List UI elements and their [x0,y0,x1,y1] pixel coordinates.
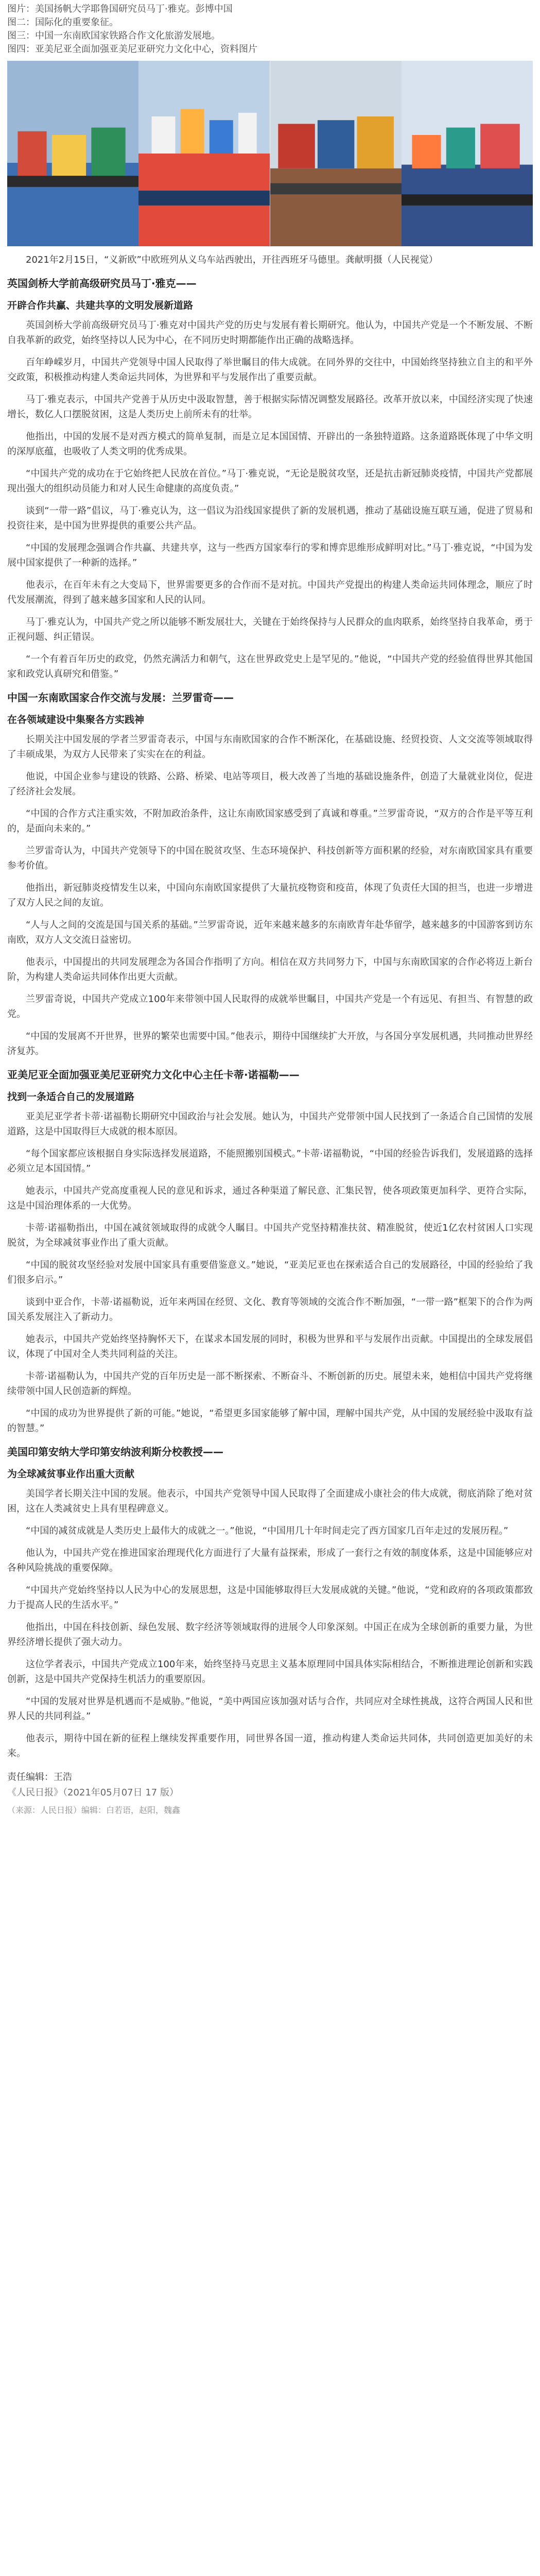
paragraph: 他指出，中国在科技创新、绿色发展、数字经济等领域取得的进展令人印象深刻。中国正在成为全球创新的重要力量，为世界经济增长提供了强大动力。 [7,1622,533,1648]
photo-4-image [402,61,533,246]
photo-1-image [7,61,138,246]
section-1-subtitle: 开辟合作共赢、共建共享的文明发展新道路 [7,300,194,311]
photo-2-image [138,61,270,246]
paragraph: “中国的发展离不开世界，世界的繁荣也需要中国。”他表示，期待中国继续扩大开放，与各国分享发展机遇，共同推动世界经济复苏。 [7,1031,533,1057]
section-2-title: 中国一东南欧国家合作交流与发展：兰罗雷奇—— [7,691,234,704]
paragraph: 美国学者长期关注中国的发展。他表示，中国共产党领导中国人民取得了全面建成小康社会的伟大成就，彻底消除了绝对贫困，这在人类减贫史上具有里程碑意义。 [7,1488,533,1514]
paragraph: 她表示，中国共产党高度重视人民的意见和诉求，通过各种渠道了解民意、汇集民智，使各项政策更加科学、更符合实际，这是中国治理体系的一大优势。 [7,1185,533,1211]
paragraph: “一个有着百年历史的政党，仍然充满活力和朝气，这在世界政党史上是罕见的。”他说，“中国共产党的经验值得世界其他国家和政党认真研究和借鉴。” [7,654,533,680]
paragraph: 他表示，在百年未有之大变局下，世界需要更多的合作而不是对抗。中国共产党提出的构建人类命运共同体理念，顺应了时代发展潮流，得到了越来越多国家和人民的认同。 [7,580,533,605]
paragraph: “人与人之间的交流是国与国关系的基础。”兰罗雷奇说，近年来越来越多的东南欧青年赴华留学，越来越多的中国游客到访东南欧，双方人文交流日益密切。 [7,920,533,945]
paragraph: 马丁·雅克表示，中国共产党善于从历史中汲取智慧，善于根据实际情况调整发展路径。改革开放以来，中国经济实现了快速增长，数亿人口摆脱贫困，这是人类历史上前所未有的壮举。 [7,394,533,420]
credits-line: （来源：人民日报）编辑：白若语，赵阳，魏鑫 [7,1805,181,1815]
editor-line: 责任编辑：王浩 [7,1772,72,1783]
photo-3-image [270,61,402,246]
paragraph: 这位学者表示，中国共产党成立100年来，始终坚持马克思主义基本原理同中国具体实际相结合，不断推进理论创新和实践创新，这是中国共产党保持生机活力的重要原因。 [7,1659,533,1685]
paragraph: “中国的脱贫攻坚经验对发展中国家具有重要借鉴意义。”她说，“亚美尼亚也在探索适合自己的发展路径，中国的经验给了我们很多启示。” [7,1260,533,1285]
photo-4 [402,61,533,246]
section-3-subtitle: 找到一条适合自己的发展道路 [7,1091,135,1103]
paragraph: “中国共产党始终坚持以人民为中心的发展思想，这是中国能够取得巨大发展成就的关键。”他说，“党和政府的各项政策都致力于提高人民的生活水平。” [7,1585,533,1611]
paragraph: 兰罗雷奇说，中国共产党成立100年来带领中国人民取得的成就举世瞩目，中国共产党是一个有远见、有担当、有智慧的政党。 [7,994,533,1020]
date-line: 2021年2月15日，“义新欧”中欧班列从义乌车站西驶出，开往西班牙马德里。龚献明摄（人民视觉） [26,255,438,265]
paragraph: 英国剑桥大学前高级研究员马丁·雅克对中国共产党的历史与发展有着长期研究。他认为，中国共产党是一个不断发展、不断自我革新的政党，始终坚持以人民为中心，在不同历史时期都能作出正确的战略选择。 [7,320,533,346]
paragraph: 他说，中国企业参与建设的铁路、公路、桥梁、电站等项目，极大改善了当地的基础设施条件，创造了大量就业岗位，促进了经济社会发展。 [7,771,533,797]
caption-4: 图四：亚美尼亚全面加强亚美尼亚研究力文化中心，资料图片 [7,44,257,55]
paragraph: 他表示，期待中国在新的征程上继续发挥重要作用，同世界各国一道，推动构建人类命运共同体，共同创造更加美好的未来。 [7,1733,533,1759]
paragraph: 她表示，中国共产党始终坚持胸怀天下，在谋求本国发展的同时，积极为世界和平与发展作出贡献。中国提出的全球发展倡议，体现了中国对全人类共同利益的关注。 [7,1334,533,1360]
caption-2: 图二：国际化的重要象征。 [7,17,118,28]
caption-3: 图三：中国一东南欧国家铁路合作文化旅游发展地。 [7,30,220,41]
section-1-title: 英国剑桥大学前高级研究员马丁·雅克—— [7,277,197,290]
paragraph: “中国的成功为世界提供了新的可能。”她说，“希望更多国家能够了解中国，理解中国共产党，从中国的发展经验中汲取有益的智慧。” [7,1408,533,1434]
section-3-title: 亚美尼亚全面加强亚美尼亚研究力文化中心主任卡蒂·诺福勒—— [7,1069,300,1081]
photo-3 [270,61,402,246]
paragraph: 百年峥嵘岁月，中国共产党领导中国人民取得了举世瞩目的伟大成就。在同外界的交往中，中国始终坚持独立自主的和平外交政策，积极推动构建人类命运共同体，为世界和平与发展作出了重要贡献。 [7,357,533,383]
section-2-subtitle: 在各领域建设中集聚各方实践神 [7,714,145,725]
paragraph: 卡蒂·诺福勒认为，中国共产党的百年历史是一部不断探索、不断奋斗、不断创新的历史。展望未来，她相信中国共产党将继续带领中国人民创造新的辉煌。 [7,1371,533,1397]
paragraph: 他指出，中国的发展不是对西方模式的简单复制，而是立足本国国情、开辟出的一条独特道路。这条道路既体现了中华文明的深厚底蕴，也吸收了人类文明的优秀成果。 [7,431,533,457]
paragraph: 卡蒂·诺福勒指出，中国在减贫领域取得的成就令人瞩目。中国共产党坚持精准扶贫、精准脱贫，使近1亿农村贫困人口实现脱贫，为全球减贫事业作出了重大贡献。 [7,1223,533,1248]
image-captions [7,3,533,56]
paragraph: 马丁·雅克认为，中国共产党之所以能够不断发展壮大，关键在于始终保持与人民群众的血肉联系，始终坚持自我革命，勇于正视问题、纠正错误。 [7,617,533,642]
paragraph: 谈到中亚合作，卡蒂·诺福勒说，近年来两国在经贸、文化、教育等领域的交流合作不断加强，“一带一路”框架下的合作为两国关系发展注入了新动力。 [7,1297,533,1323]
photo-2 [138,61,270,246]
paragraph: 他认为，中国共产党在推进国家治理现代化方面进行了大量有益探索，形成了一套行之有效的制度体系，这是中国能够应对各种风险挑战的重要保障。 [7,1548,533,1573]
paragraph: “每个国家都应该根据自身实际选择发展道路，不能照搬别国模式。”卡蒂·诺福勒说，“中国的经验告诉我们，发展道路的选择必须立足本国国情。” [7,1148,533,1174]
paragraph: 兰罗雷奇认为，中国共产党领导下的中国在脱贫攻坚、生态环境保护、科技创新等方面积累的经验，对东南欧国家具有重要参考价值。 [7,845,533,871]
article-footer [7,1770,533,1818]
source-line: 《人民日报》（2021年05月07日 17 版） [7,1787,179,1798]
paragraph: 谈到“一带一路”倡议，马丁·雅克认为，这一倡议为沿线国家提供了新的发展机遇，推动了基础设施互联互通，促进了贸易和投资往来，是中国为世界提供的重要公共产品。 [7,505,533,531]
paragraph: “中国的发展理念强调合作共赢、共建共享，这与一些西方国家奉行的零和博弈思维形成鲜明对比。”马丁·雅克说，“中国为发展中国家提供了一种新的选择。” [7,543,533,568]
paragraph: 亚美尼亚学者卡蒂·诺福勒长期研究中国政治与社会发展。她认为，中国共产党带领中国人民找到了一条适合自己国情的发展道路，这是中国取得巨大成就的根本原因。 [7,1111,533,1137]
caption-1: 图片：美国扬帆大学耶鲁国研究员马丁·雅克。彭博中国 [7,4,233,14]
paragraph: “中国的减贫成就是人类历史上最伟大的成就之一。”他说，“中国用几十年时间走完了西方国家几百年走过的发展历程。” [26,1526,509,1536]
paragraph: “中国的合作方式注重实效，不附加政治条件，这让东南欧国家感受到了真诚和尊重。”兰罗雷奇说，“双方的合作是平等互利的，是面向未来的。” [7,808,533,834]
paragraph: 他表示，中国提出的共同发展理念为各国合作指明了方向。相信在双方共同努力下，中国与东南欧国家的合作必将迈上新台阶，为构建人类命运共同体作出更大贡献。 [7,957,533,982]
paragraph: 长期关注中国发展的学者兰罗雷奇表示，中国与东南欧国家的合作不断深化，在基础设施、经贸投资、人文交流等领域取得了丰硕成果，为双方人民带来了实实在在的利益。 [7,734,533,760]
paragraph: 他指出，新冠肺炎疫情发生以来，中国向东南欧国家提供了大量抗疫物资和疫苗，体现了负责任大国的担当，也进一步增进了双方人民之间的友谊。 [7,883,533,908]
photo-1 [7,61,138,246]
paragraph: “中国的发展对世界是机遇而不是威胁。”他说，“美中两国应该加强对话与合作，共同应对全球性挑战，这符合两国人民和世界人民的共同利益。” [7,1696,533,1722]
article-content [7,0,533,1818]
paragraph: “中国共产党的成功在于它始终把人民放在首位。”马丁·雅克说，“无论是脱贫攻坚，还是抗击新冠肺炎疫情，中国共产党都展现出强大的组织动员能力和对人民生命健康的高度负责。” [7,468,533,494]
section-4-subtitle: 为全球减贫事业作出重大贡献 [7,1468,135,1480]
section-4-title: 美国印第安纳大学印第安纳波利斯分校教授—— [7,1446,223,1458]
photo-collage [7,61,533,246]
